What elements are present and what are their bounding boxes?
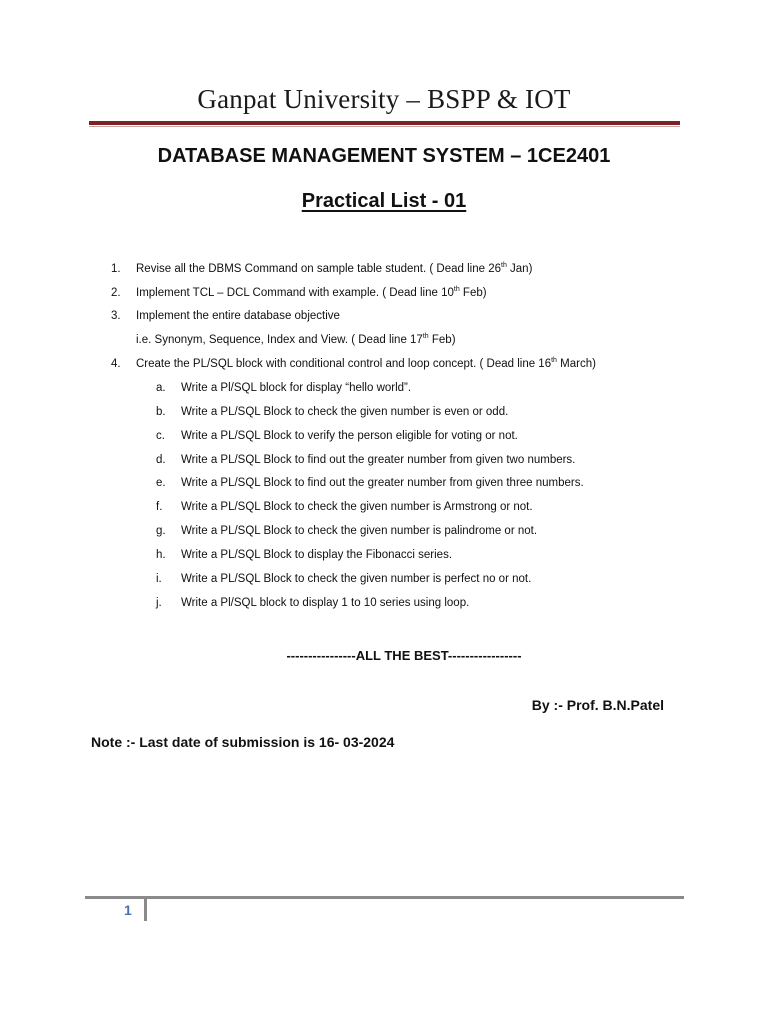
- list-item-number: 1.: [111, 263, 121, 275]
- sub-list-item-text: Write a PL/SQL Block to display the Fibonacci series.: [181, 549, 453, 561]
- list-item-number: 4.: [111, 358, 121, 370]
- submission-note: Note :- Last date of submission is 16- 03-2024: [91, 734, 395, 750]
- sub-list-item-text: Write a PL/SQL Block to find out the greater number from given three numbers.: [181, 477, 584, 489]
- sub-list-item-text: Write a PL/SQL Block to check the given number is even or odd.: [181, 406, 509, 418]
- sub-list-item-letter: i.: [156, 573, 162, 585]
- list-item-text: Revise all the DBMS Command on sample table student. ( Dead line 26th Jan): [136, 262, 533, 275]
- university-title: Ganpat University – BSPP & IOT: [197, 84, 571, 114]
- course-title: DATABASE MANAGEMENT SYSTEM – 1CE2401: [157, 145, 611, 167]
- sub-list-item-letter: f.: [156, 501, 163, 513]
- sub-list-item-letter: j.: [156, 597, 162, 609]
- sub-list-item-text: Write a PL/SQL Block to find out the greater number from given two numbers.: [181, 454, 576, 466]
- sub-list-item-text: Write a PL/SQL Block to check the given number is perfect no or not.: [181, 573, 532, 585]
- sub-list-item-text: Write a PL/SQL Block to check the given number is Armstrong or not.: [181, 501, 533, 513]
- sub-list-item-text: Write a PL/SQL Block to check the given number is palindrome or not.: [181, 525, 538, 537]
- footer-rule: [85, 896, 684, 899]
- practical-list-title: Practical List - 01: [301, 190, 467, 212]
- page-number: 1: [124, 902, 132, 918]
- author-byline: By :- Prof. B.N.Patel: [531, 697, 664, 713]
- sub-list-item-letter: a.: [156, 382, 166, 394]
- list-item-text: Implement the entire database objective: [136, 310, 340, 322]
- sub-list-item-letter: g.: [156, 525, 166, 537]
- list-item-number: 3.: [111, 310, 121, 322]
- all-the-best-banner: ----------------ALL THE BEST-----------------: [286, 648, 522, 663]
- header-rule-shadow: [89, 126, 680, 127]
- sub-list-item-text: Write a PL/SQL Block to verify the person eligible for voting or not.: [181, 430, 518, 442]
- list-item-text: Create the PL/SQL block with conditional control and loop concept. ( Dead line 16th March): [136, 357, 596, 370]
- sub-list-item-letter: b.: [156, 406, 166, 418]
- list-item-text: i.e. Synonym, Sequence, Index and View. ( Dead line 17th Feb): [136, 333, 456, 346]
- sub-list-item-letter: e.: [156, 477, 166, 489]
- page-number-divider: [144, 899, 147, 921]
- list-item-text: Implement TCL – DCL Command with example. ( Dead line 10th Feb): [136, 286, 487, 299]
- sub-list-item-letter: c.: [156, 430, 165, 442]
- list-item-number: 2.: [111, 287, 121, 299]
- sub-list-item-letter: d.: [156, 454, 166, 466]
- sub-list-item-text: Write a Pl/SQL block to display 1 to 10 series using loop.: [181, 597, 470, 609]
- sub-list-item-text: Write a Pl/SQL block for display “hello world”.: [181, 382, 412, 394]
- sub-list-item-letter: h.: [156, 549, 166, 561]
- header-rule: [89, 121, 680, 125]
